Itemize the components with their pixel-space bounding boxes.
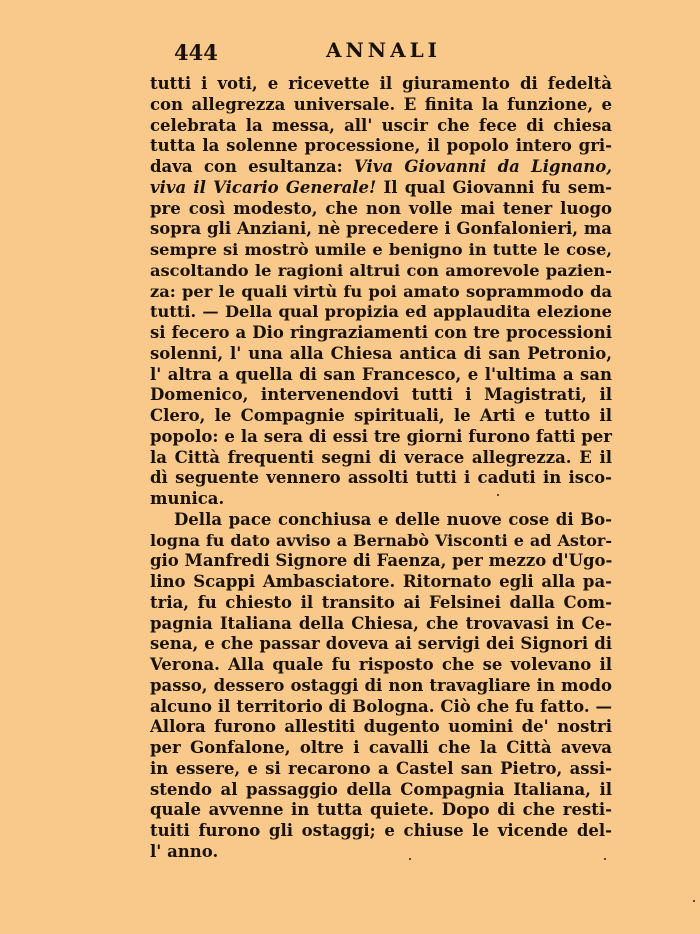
text-line: sena, e che passar doveva ai servigi dei Signori di bbox=[150, 634, 612, 654]
text-line: Clero, le Compagnie spirituali, le Arti e tutto il bbox=[150, 406, 612, 425]
text-line: sopra gli Anziani, nè precedere i Gonfalonieri, ma bbox=[150, 219, 612, 239]
text-line: alcuno il territorio di Bologna. Ciò che fu fatto. — bbox=[150, 696, 612, 716]
text-line: Allora furono allestiti dugento uomini de' nostri bbox=[150, 717, 612, 737]
text-line: logna fu dato avviso a Bernabò Visconti e ad Astor- bbox=[150, 530, 612, 550]
text-line: pagnia Italiana della Chiesa, che trovavasi in Ce- bbox=[150, 613, 612, 633]
text-line: ascoltando le ragioni altrui con amorevole pazien- bbox=[150, 260, 612, 280]
page-number: 444 bbox=[174, 40, 218, 65]
print-speck bbox=[409, 858, 411, 860]
text-line: pre così modesto, che non volle mai tener luogo bbox=[150, 198, 612, 218]
text-segment: dava con esultanza: bbox=[150, 157, 355, 176]
text-line: sempre si mostrò umile e benigno in tutte le cose, bbox=[150, 240, 612, 259]
text-line bbox=[150, 157, 612, 178]
text-segment: Il qual Giovanni fu sem- bbox=[376, 177, 612, 197]
text-line: l' altra a quella di san Francesco, e l'ultima a san bbox=[150, 364, 612, 384]
text-line: za: per le quali virtù fu poi amato soprammodo da bbox=[150, 281, 612, 301]
text-line: l' anno. bbox=[150, 841, 219, 861]
text-line: lino Scappi Ambasciatore. Ritornato egli alla pa- bbox=[150, 572, 612, 591]
text-line: tutti i voti, e ricevette il giuramento di fedeltà bbox=[150, 74, 612, 93]
print-speck bbox=[497, 494, 499, 496]
text-line: munica. bbox=[150, 489, 225, 508]
text-line: la Città frequenti segni di verace allegrezza. E il bbox=[150, 447, 612, 467]
text-line: passo, dessero ostaggi di non travagliare in modo bbox=[150, 675, 612, 695]
running-title: ANNALI bbox=[326, 38, 442, 62]
text-line: popolo: e la sera di essi tre giorni furono fatti per bbox=[150, 426, 612, 446]
italic-text-segment: Viva Giovanni da Lignano, bbox=[354, 157, 612, 176]
text-line: Domenico, intervenendovi tutti i Magistrati, il bbox=[150, 385, 612, 405]
text-line: Verona. Alla quale fu risposto che se volevano il bbox=[150, 655, 612, 674]
print-speck bbox=[693, 900, 695, 902]
text-line: per Gonfalone, oltre i cavalli che la Città aveva bbox=[150, 738, 612, 757]
text-line: tutta la solenne processione, il popolo intero gri- bbox=[150, 136, 612, 156]
text-line: tutti. — Della qual propizia ed applaudita elezione bbox=[150, 302, 612, 322]
text-line: gio Manfredi Signore di Faenza, per mezzo d'Ugo- bbox=[150, 551, 613, 571]
italic-text-segment: viva il Vicario Generale! bbox=[150, 177, 377, 197]
text-line: tria, fu chiesto il transito ai Felsinei dalla Com- bbox=[150, 592, 612, 612]
text-line: solenni, l' una alla Chiesa antica di san Petronio, bbox=[150, 343, 612, 363]
text-line: con allegrezza universale. E finita la funzione, e bbox=[150, 94, 612, 114]
text-line: si fecero a Dio ringraziamenti con tre processioni bbox=[150, 323, 612, 342]
text-line: tuiti furono gli ostaggi; e chiuse le vicende del- bbox=[150, 821, 612, 840]
text-line: Della pace conchiusa e delle nuove cose di Bo- bbox=[174, 509, 612, 529]
text-line bbox=[150, 178, 612, 199]
text-line: dì seguente vennero assolti tutti i caduti in isco- bbox=[150, 468, 612, 488]
print-speck bbox=[604, 858, 606, 860]
text-line: stendo al passaggio della Compagnia Italiana, il bbox=[150, 779, 612, 799]
text-line: in essere, e si recarono a Castel san Pietro, assi- bbox=[150, 758, 612, 778]
text-line: quale avvenne in tutta quiete. Dopo di che resti- bbox=[150, 800, 612, 820]
page-header bbox=[170, 38, 515, 68]
body-text bbox=[150, 74, 612, 863]
text-line: celebrata la messa, all' uscir che fece di chiesa bbox=[150, 115, 612, 135]
